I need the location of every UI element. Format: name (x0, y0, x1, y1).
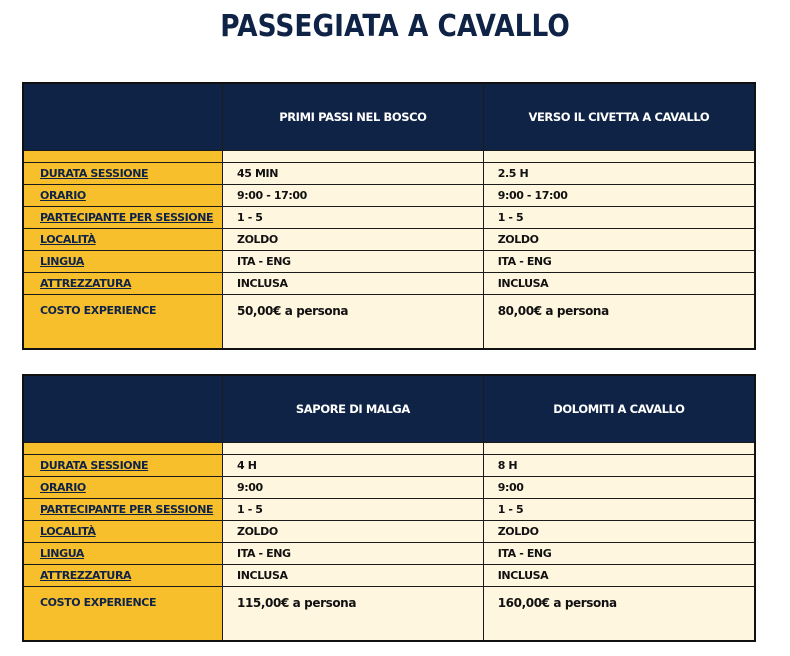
cell-value: 1 - 5 (483, 207, 755, 229)
cell-value: 9:00 - 17:00 (483, 185, 755, 207)
header-corner-cell (23, 375, 223, 443)
spacer-cell (483, 443, 755, 455)
table-row-attrezzatura (23, 565, 755, 587)
cell-value: 1 - 5 (223, 499, 484, 521)
spacer-cell (223, 443, 484, 455)
row-label: LOCALITÀ (23, 521, 223, 543)
table-row-localita (23, 229, 755, 251)
cell-value: ZOLDO (223, 521, 484, 543)
page-title: PASSEGIATA A CAVALLO (220, 9, 570, 44)
cell-value: ITA - ENG (223, 251, 484, 273)
row-label: ATTREZZATURA (23, 565, 223, 587)
cell-value: 45 MIN (223, 163, 484, 185)
row-label: LINGUA (23, 543, 223, 565)
cell-value: 9:00 - 17:00 (223, 185, 484, 207)
cell-value: INCLUSA (223, 273, 484, 295)
cell-value: 4 H (223, 455, 484, 477)
table-row-durata (23, 163, 755, 185)
table-row-orario (23, 185, 755, 207)
spacer-cell (223, 151, 484, 163)
cell-value: ITA - ENG (483, 543, 755, 565)
spacer-row (23, 151, 755, 163)
price-value: 80,00€ a persona (483, 295, 755, 350)
table-row-localita (23, 521, 755, 543)
row-label: PARTECIPANTE PER SESSIONE (23, 207, 223, 229)
spacer-cell (483, 151, 755, 163)
row-label: LOCALITÀ (23, 229, 223, 251)
cell-value: ZOLDO (223, 229, 484, 251)
table-row-lingua (23, 543, 755, 565)
table-header-row (23, 375, 755, 443)
experience-table-1 (22, 82, 756, 350)
table-row-lingua (23, 251, 755, 273)
cell-value: INCLUSA (483, 565, 755, 587)
cell-value: 2.5 H (483, 163, 755, 185)
header-corner-cell (23, 83, 223, 151)
experience-name: PRIMI PASSI NEL BOSCO (223, 83, 484, 151)
table-row-costo (23, 587, 755, 642)
table-row-partecipanti (23, 207, 755, 229)
cell-value: ITA - ENG (483, 251, 755, 273)
cell-value: ITA - ENG (223, 543, 484, 565)
cell-value: 1 - 5 (223, 207, 484, 229)
row-label: ATTREZZATURA (23, 273, 223, 295)
table-row-durata (23, 455, 755, 477)
row-label: COSTO EXPERIENCE (23, 587, 223, 642)
cell-value: ZOLDO (483, 229, 755, 251)
table-header-row (23, 83, 755, 151)
cell-value: 1 - 5 (483, 499, 755, 521)
table-row-partecipanti (23, 499, 755, 521)
row-label: ORARIO (23, 185, 223, 207)
experience-name: VERSO IL CIVETTA A CAVALLO (483, 83, 755, 151)
experience-table-2 (22, 374, 756, 642)
spacer-row (23, 443, 755, 455)
price-value: 50,00€ a persona (223, 295, 484, 350)
row-label: ORARIO (23, 477, 223, 499)
cell-value: 9:00 (223, 477, 484, 499)
spacer-cell (23, 151, 223, 163)
price-value: 115,00€ a persona (223, 587, 484, 642)
price-value: 160,00€ a persona (483, 587, 755, 642)
table-row-orario (23, 477, 755, 499)
cell-value: INCLUSA (483, 273, 755, 295)
cell-value: ZOLDO (483, 521, 755, 543)
experience-name: SAPORE DI MALGA (223, 375, 484, 443)
table-row-costo (23, 295, 755, 350)
cell-value: INCLUSA (223, 565, 484, 587)
row-label: DURATA SESSIONE (23, 455, 223, 477)
cell-value: 8 H (483, 455, 755, 477)
experience-name: DOLOMITI A CAVALLO (483, 375, 755, 443)
row-label: DURATA SESSIONE (23, 163, 223, 185)
row-label: COSTO EXPERIENCE (23, 295, 223, 350)
row-label: LINGUA (23, 251, 223, 273)
spacer-cell (23, 443, 223, 455)
cell-value: 9:00 (483, 477, 755, 499)
table-row-attrezzatura (23, 273, 755, 295)
row-label: PARTECIPANTE PER SESSIONE (23, 499, 223, 521)
